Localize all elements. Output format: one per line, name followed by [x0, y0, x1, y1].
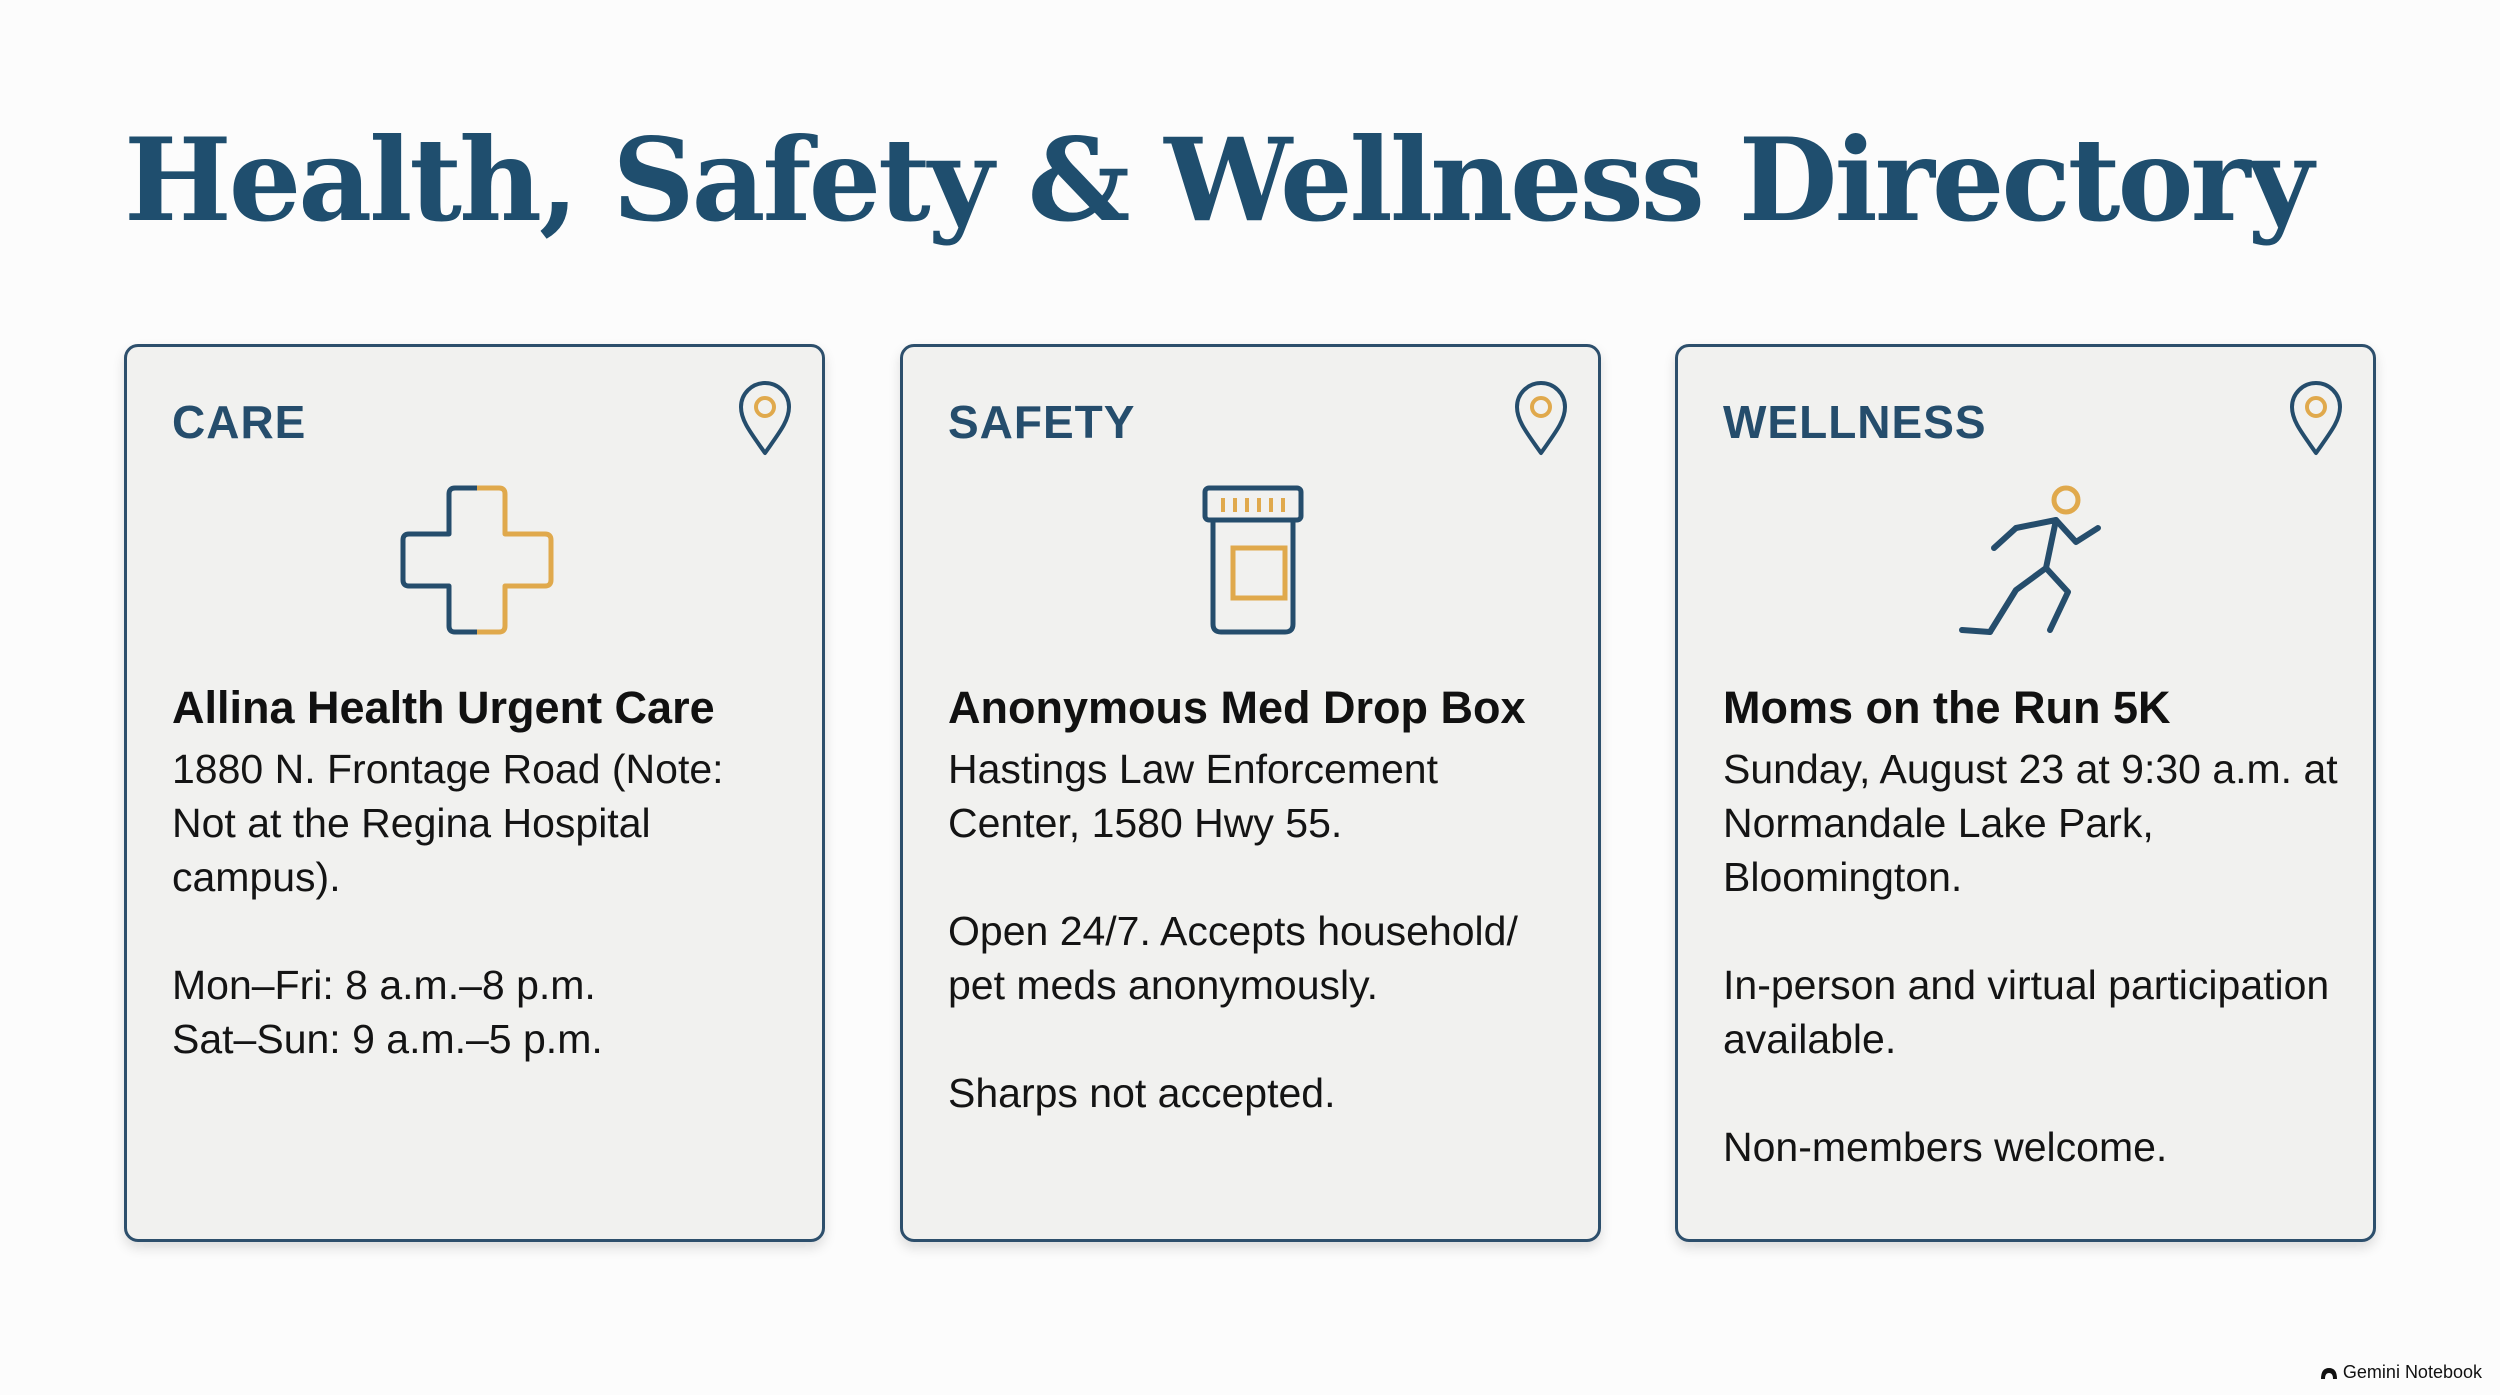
card-label: CARE — [172, 396, 307, 448]
card-paragraph: Non-members welcome. — [1723, 1124, 2168, 1170]
location-pin-icon[interactable] — [1513, 381, 1569, 457]
card-paragraph: In-person and virtual participation available. — [1723, 962, 2330, 1062]
medical-cross-icon — [377, 482, 577, 642]
footer-badge — [2320, 1362, 2482, 1383]
card-paragraph: Hastings Law Enforcement Center, 1580 Hwy 55. — [948, 746, 1438, 846]
location-pin-icon[interactable] — [2288, 381, 2344, 457]
card-title: Moms on the Run 5K — [1723, 682, 2171, 733]
card-paragraph: Sharps not accepted. — [948, 1070, 1336, 1116]
footer-badge-label: Gemini Notebook — [2342, 1362, 2482, 1382]
card-care — [124, 344, 825, 1242]
card-label: SAFETY — [948, 396, 1136, 448]
card-title: Allina Health Urgent Care — [172, 682, 715, 733]
card-paragraph: 1880 N. Frontage Road (Note: Not at the Regina Hospital campus). — [172, 746, 724, 900]
card-body — [948, 742, 1568, 1120]
card-body — [172, 742, 792, 1066]
card-paragraph: Mon–Fri: 8 a.m.–8 p.m. Sat–Sun: 9 a.m.–5 p.m. — [172, 962, 603, 1062]
card-paragraph: Sunday, August 23 at 9:30 a.m. at Normandale Lake Park, Bloomington. — [1723, 746, 2338, 900]
card-safety — [900, 344, 1601, 1242]
card-body — [1723, 742, 2343, 1174]
card-paragraph: Open 24/7. Accepts household/ pet meds anonymously. — [948, 908, 1518, 1008]
card-label: WELLNESS — [1723, 396, 1987, 448]
card-wellness — [1675, 344, 2376, 1242]
card-title: Anonymous Med Drop Box — [948, 682, 1526, 733]
page-title: Health, Safety & Wellness Directory — [124, 113, 2311, 247]
notebook-logo-icon — [2320, 1366, 2338, 1380]
location-pin-icon[interactable] — [737, 381, 793, 457]
pill-bottle-icon — [1153, 482, 1353, 642]
runner-icon — [1928, 482, 2128, 642]
